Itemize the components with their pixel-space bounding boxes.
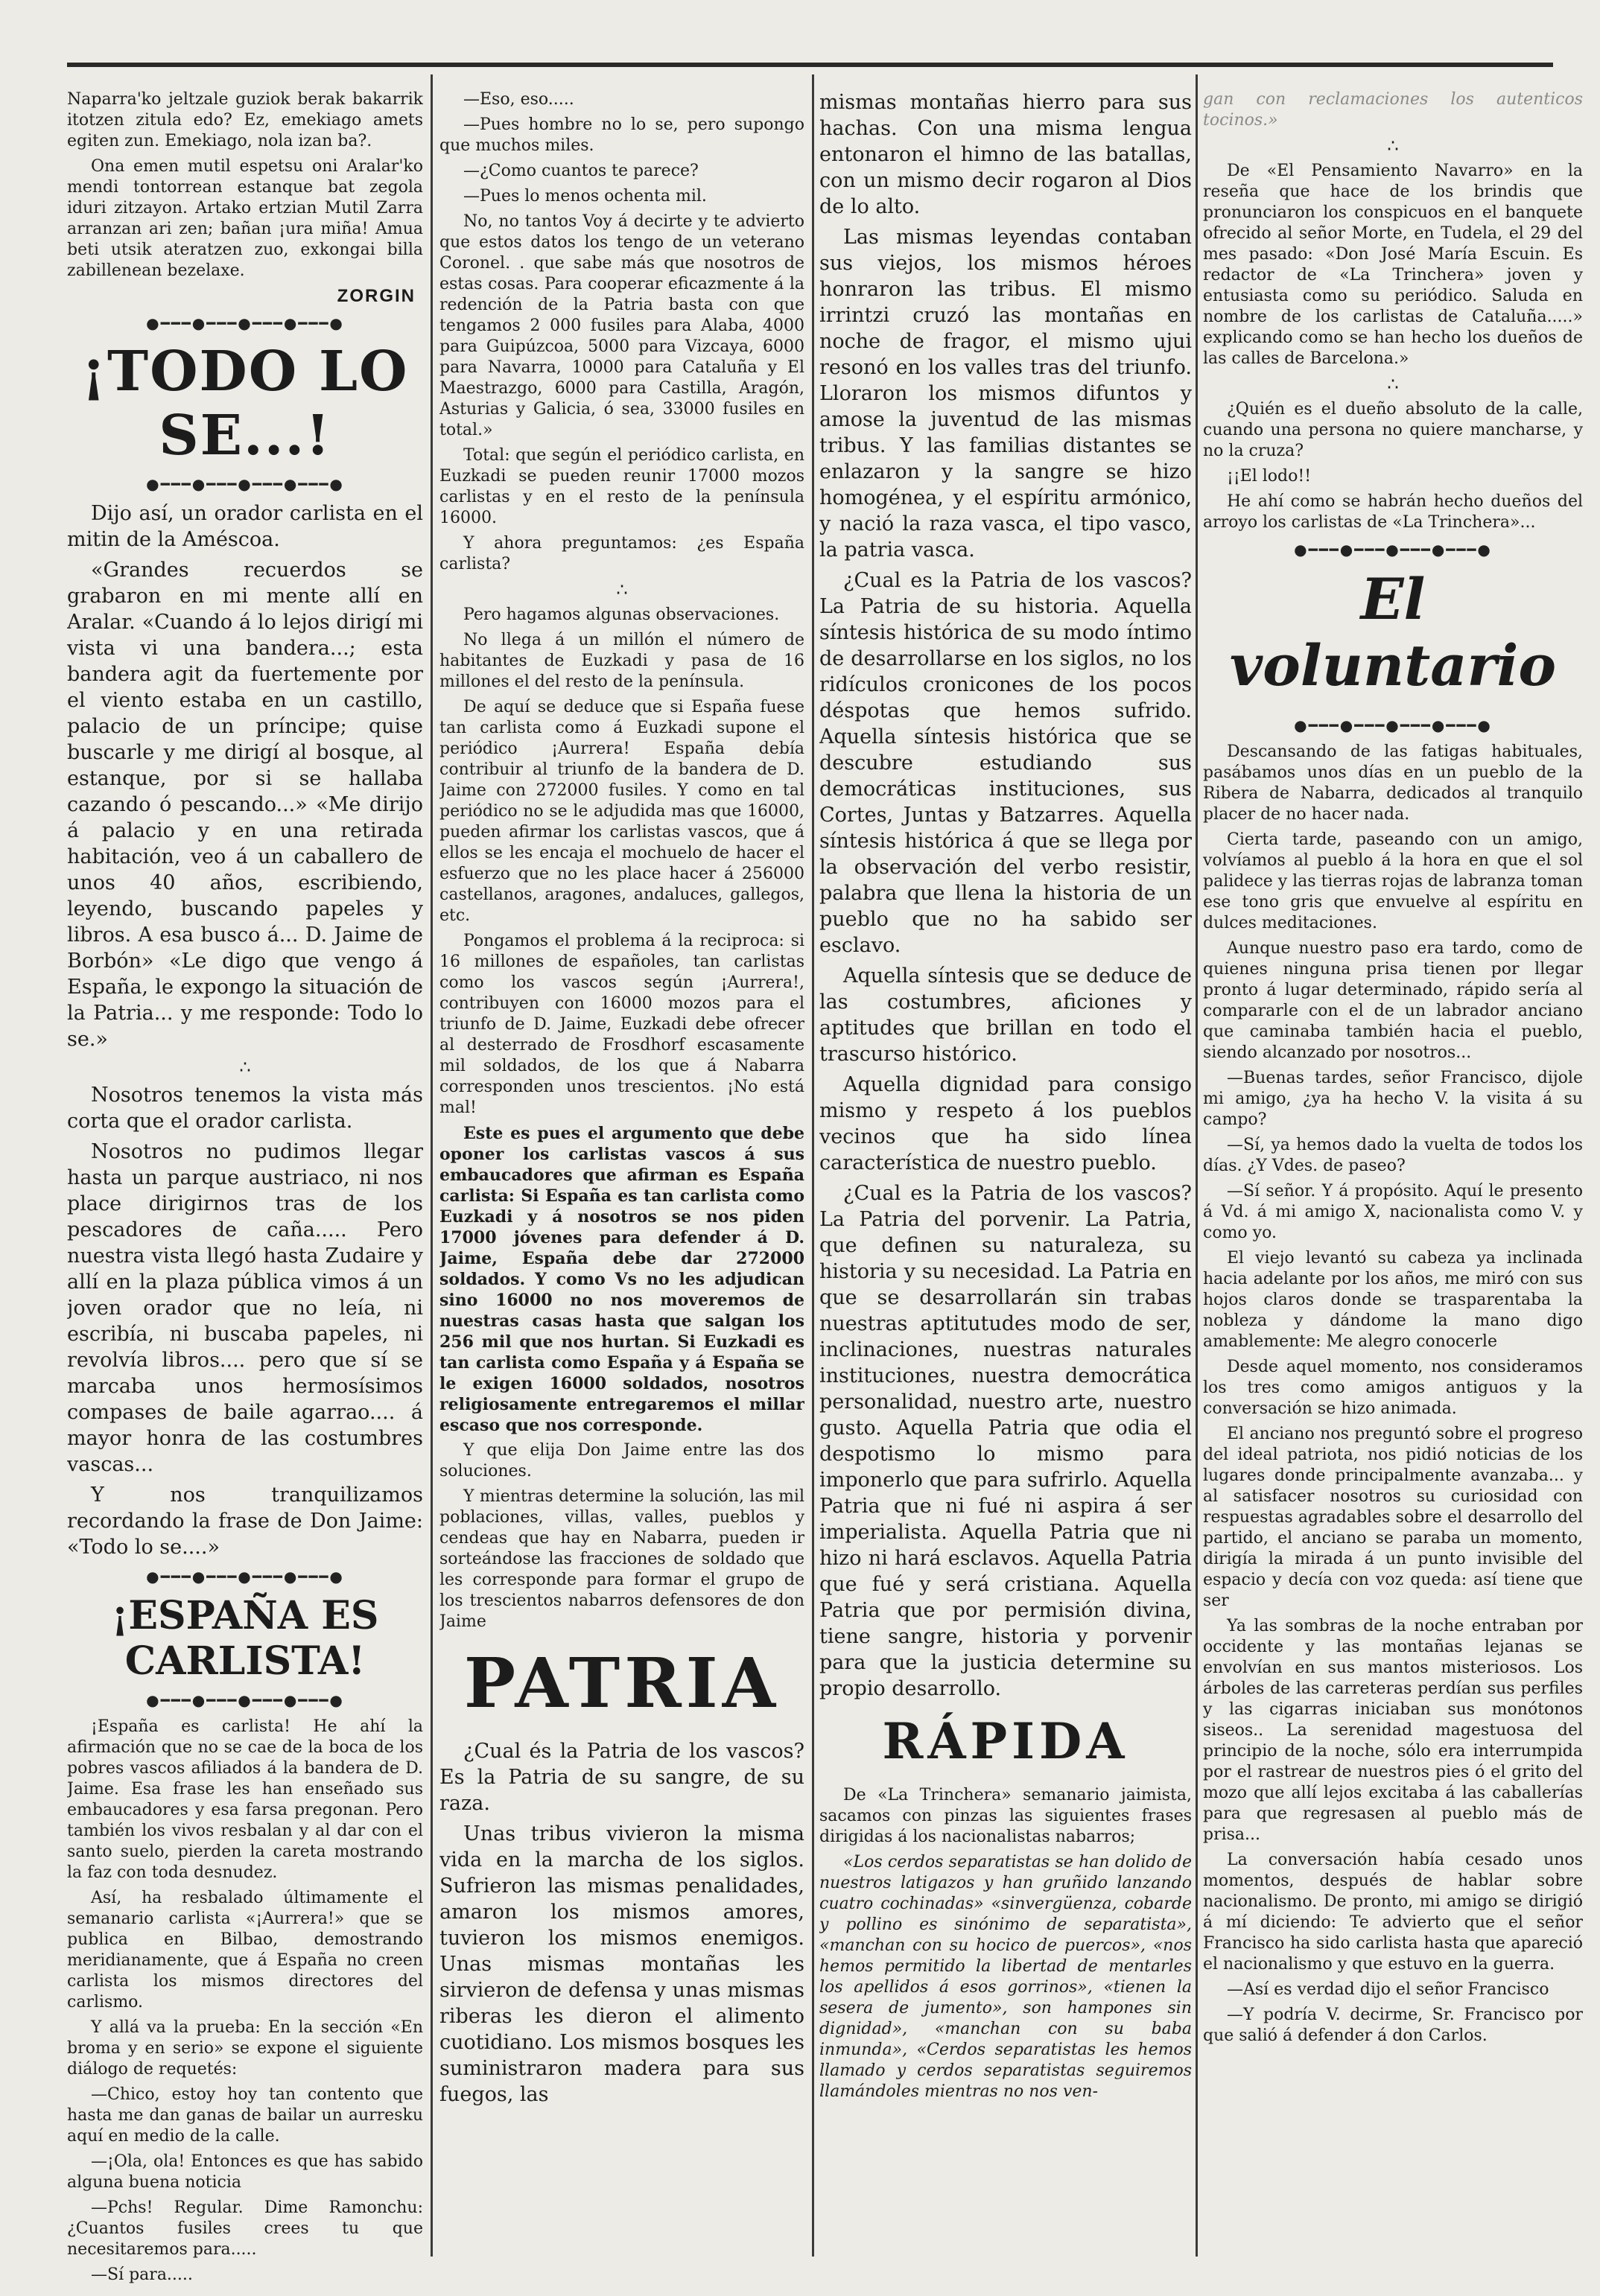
article-paragraph: Y ahora preguntamos: ¿es España carlista? [439,534,804,573]
article-paragraph: Así, ha resbalado últimamente el semanario carlista «¡Aurrera!» que se publica en Bilbao, demostrando meridianamente, que á España no creen carlista los mismos directores del carlismo. [67,1889,423,2012]
article-paragraph: —¿Como cuantos te parece? [463,162,699,180]
column-divider-1 [431,74,433,2257]
quoted-paragraph: «Los cerdos separatistas se han dolido de nuestros latigazos y han gruñido lanzando cuatro cochinadas» «sinvergüenza, cobarde y pollino es sinónimo de separatista», «manchan con su hocico de puercos», «nos hemos permitido la libertad de mentarles los apellidos á esos gorrinos», «tienen la sesera de jumento», son hampones sin dignidad», «manchan con su baba inmunda», «Cerdos separatistas les hemos llamado y cerdos separatistas seguiremos llamándoles mientras no nos ven- [819,1853,1192,2101]
article-paragraph: De «La Trinchera» semanario jaimista, sacamos con pinzas las siguientes frases dirigidas á los nacionalistas nabarros; [819,1786,1192,1846]
article-paragraph: Dijo así, un orador carlista en el mitin de la Améscoa. [67,502,423,551]
article-paragraph: Pongamos el problema á la reciproca: si 16 millones de españoles, tan carlistas como los vascos según ¡Aurrera!, contribuyen con 16000 mozos para el triunfo de D. Jaime, Euzkadi debe ofrecer al desterrado de Frosdhorf escasamente mil soldados, de los que á Nabarra corresponden unos trescientos. ¡No está mal! [439,932,804,1117]
article-paragraph: Aunque nuestro paso era tardo, como de quienes ninguna prisa tienen por llegar pronto á lugar determinado, rápido sería al compararle con el de un labrador anciano que caminaba también hacia el pueblo, siendo alcanzado por nosotros... [1203,939,1583,1062]
column-divider-3 [1196,74,1198,2257]
headline-rapida: RÁPIDA [882,1712,1129,1770]
basque-paragraph: Naparra'ko jeltzale guziok berak bakarrik itotzen zitula edo? Ez, emekiago amets egiten zun. Emekiago, nola izan ba?. [67,90,423,150]
ornament-divider: ●━━━●━━━●━━━●━━━● [146,314,344,332]
column-4 [1203,89,1583,2051]
ornament-divider: ●━━━●━━━●━━━●━━━● [146,1691,344,1709]
basque-paragraph-2: Ona emen mutil espetsu oni Aralar'ko mendi tontorrean estanque bat zegola iduri zitzayon. Artako ertzian Mutil Zarra arranzan ari zen; bañan ¡ura miña! Amua beti utsik ateratzen zuo, exkongai billa zabillenean bezelaxe. [67,157,423,280]
section-dots: ∴ [1387,374,1399,395]
article-paragraph: El anciano nos preguntó sobre el progreso del ideal patriota, nos pidió noticias de los lugares donde principalmente avanzaba... y al satisfacer nosotros su curiosidad con respuestas agradables sobre el desarrollo del partido, el anciano se paraba un momento, dirigía la mirada á un punto invisible del espacio y decía con voz queda: así tiene que ser [1203,1425,1583,1610]
article-paragraph: —Y podría V. decirme, Sr. Francisco por que salió á defender á don Carlos. [1203,2006,1583,2045]
article-paragraph: ¿Quién es el dueño absoluto de la calle, cuando una persona no quiere mancharse, y no la cruza? [1203,400,1583,460]
column-1 [67,89,423,2290]
article-paragraph: —Sí, ya hemos dado la vuelta de todos los días. ¿Y Vdes. de paseo? [1203,1136,1583,1175]
article-paragraph: Y nos tranquilizamos recordando la frase de Don Jaime: «Todo lo se....» [67,1484,423,1559]
section-dots: ∴ [1387,136,1399,156]
article-paragraph: Las mismas leyendas contaban sus viejos, los mismos héroes honraron las tribus. El mismo irrintzi cruzó las montañas en noche de fragor, el mismo ujui resonó en los valles tras del triunfo. Lloraron los mismos difuntos y amose la juventud de las mismas tribus. Y las familias distantes se enlazaron y la sangre se hizo homogénea, y el espíritu armónico, y nació la raza vasca, el tipo vasco, la patria vasca. [819,226,1192,562]
article-paragraph: He ahí como se habrán hecho dueños del arroyo los carlistas de «La Trinchera»... [1203,492,1583,532]
section-dots: ∴ [239,1057,251,1078]
article-paragraph: —¡Ola, ola! Entonces es que has sabido alguna buena noticia [67,2152,423,2192]
article-paragraph: —Sí señor. Y á propósito. Aquí le presento á Vd. á mi amigo X, nacionalista como V. y como yo. [1203,1182,1583,1242]
headline-todo-lo-se: ¡TODO LO SE...! [81,340,409,468]
article-paragraph: «Grandes recuerdos se grabaron en mi mente allí en Aralar. «Cuando á lo lejos dirigí mi vista vi una bandera...; esta bandera agit da fuertemente por el viento estaba en un castillo, palacio de un príncipe; quise buscarle y me dirigí al bosque, al estanque, por si se hallaba cazando ó pescando...» «Me dirijo á palacio y en una retirada habitación, veo á un caballero de unos 40 años, escribiendo, leyendo, buscando papeles y libros. A esa busco á... D. Jaime de Borbón» «Le digo que vengo á España, le expongo la situación de la Patria... y me responde: Todo lo se.» [67,559,423,1051]
article-paragraph: ¡España es carlista! He ahí la afirmación que no se cae de la boca de los pobres vascos afiliados á la bandera de D. Jaime. Esa frase les han enseñado sus embaucadores y esa farsa pregonan. Pero también los vivos resbalan y al dar con el santo suelo, pierden la careta mostrando la faz con toda desnudez. [67,1717,423,1882]
top-rule [67,63,1553,67]
article-paragraph: El viejo levantó su cabeza ya inclinada hacia adelante por los años, me miró con sus hojos claros donde se trasparentaba la nobleza y dándome la mano digo amablemente: Me alegro conocerle [1203,1249,1583,1351]
article-paragraph: Cierta tarde, paseando con un amigo, volvíamos al pueblo á la hora en que el sol palidece y las tierras rojas de labranza toman ese tono gris que envuelve al espíritu en dulces meditaciones. [1203,830,1583,932]
headline-patria: PATRIA [463,1643,781,1723]
article-paragraph: Pero hagamos algunas observaciones. [463,605,780,624]
article-paragraph: Y allá va la prueba: En la sección «En broma y en serio» se expone el siguiente diálogo de requetés: [67,2018,423,2079]
article-paragraph: Desde aquel momento, nos consideramos los tres como amigos antiguos y la conversación se hizo animada. [1203,1358,1583,1418]
ornament-divider: ●━━━●━━━●━━━●━━━● [1294,541,1492,559]
article-paragraph: Nosotros no pudimos llegar hasta un parque austriaco, ni nos place dirigirnos tras de los pescadores de caña..... Pero nuestra vista llegó hasta Zudaire y allí en la plaza pública vimos á un joven orador que no leía, ni escribía, ni buscaba papeles, ni revolvía libros.... pero que sí se marcaba unos hermosísimos compases de baile agarrao.... á mayor honra de las costumbres vascas... [67,1140,423,1476]
article-paragraph: No llega á un millón el número de habitantes de Euzkadi y pasa de 16 millones el del resto de la península. [439,631,804,691]
article-paragraph: Y que elija Don Jaime entre las dos soluciones. [439,1441,804,1481]
column-divider-2 [812,74,814,2257]
article-paragraph: —Pues hombre no lo se, pero supongo que muchos miles. [439,115,804,155]
top-fragment: gan con reclamaciones los autenticos tocinos.» [1203,90,1583,130]
column-3 [819,89,1192,2107]
ornament-divider: ●━━━●━━━●━━━●━━━● [146,475,344,493]
column-2 [439,89,804,2112]
article-paragraph: Ya las sombras de la noche entraban por occidente y las montañas lejanas se envolvían en sus mantos misteriosos. Los árboles de las carreteras perdían sus perfiles y las cigarras iniciaban sus monótonos siseos.. La serenidad magestuosa del principio de la noche, sólo era interrumpida por el rastrear de nuestros pies ó el grito del mozo que allí lejos excitaba á las caballerías para que regresasen al pueblo más de prisa... [1203,1617,1583,1844]
article-paragraph: Total: que según el periódico carlista, en Euzkadi se pueden reunir 17000 mozos carlistas y en el resto de la península 16000. [439,446,804,527]
article-paragraph: ¿Cual és la Patria de los vascos? Es la Patria de su sangre, de su raza. [439,1740,804,1815]
article-paragraph: De «El Pensamiento Navarro» en la reseña que hace de los brindis que pronunciaron los conspicuos en el banquete ofrecido al señor Morte, en Tudela, el 29 del mes pasado: «Don José María Escuin. Es redactor de «La Trinchera» joven y entusiasta como su periódico. Saluda en nombre de los carlistas de Cataluña.....» explicando como se han hecho los dueños de las calles de Barcelona.» [1203,162,1583,368]
headline-el-voluntario: El voluntario [1229,566,1557,699]
article-paragraph: —Chico, estoy hoy tan contento que hasta me dan ganas de bailar un aurresku aquí en medio de la calle. [67,2085,423,2146]
article-paragraph: Descansando de las fatigas habituales, pasábamos unos días en un pueblo de la Ribera de Nabarra, dedicados al tranquilo placer de no hacer nada. [1203,742,1583,824]
article-paragraph: —Pues lo menos ochenta mil. [463,187,707,206]
article-paragraph: Aquella síntesis que se deduce de las costumbres, aficiones y aptitudes que brillan en todo el trascurso histórico. [819,964,1192,1066]
article-paragraph: Unas tribus vivieron la misma vida en la marcha de los siglos. Sufrieron las mismas penalidades, amaron los mismos amores, tuvieron los mismos enemigos. Unas mismas montañas les sirvieron de defensa y unas mismas riberas les dieron el alimento cuotidiano. Los mismos bosques les suministraron madera para sus fuegos, las [439,1822,804,2106]
article-paragraph: —Sí para..... [91,2265,193,2284]
article-paragraph: —Buenas tardes, señor Francisco, dijole mi amigo, ¿ya ha hecho V. la visita á su campo? [1203,1069,1583,1129]
article-paragraph: Aquella dignidad para consigo mismo y respeto á los pueblos vecinos que ha sido línea característica de nuestro pueblo. [819,1073,1192,1174]
signature: ZORGIN [337,286,416,306]
article-paragraph: ¿Cual es la Patria de los vascos? La Patria de su historia. Aquella síntesis histórica de su modo íntimo de desarrollarse en los siglos, no los ridículos cronicones de los pocos déspotas que hemos sufrido. Aquella síntesis histórica que se descubre estudiando sus democráticas instituciones, sus Cortes, Juntas y Batzarres. Aquella síntesis histórica á que se llega por la observación del verbo resistir, palabra que llena la historia de un pueblo que no ha sabido ser esclavo. [819,569,1192,957]
article-paragraph: —Así es verdad dijo el señor Francisco [1227,1980,1549,1999]
article-paragraph: mismas montañas hierro para sus hachas. Con una misma lengua entonaron el himno de las batallas, con un mismo decir rogaron al Dios de lo alto. [819,91,1192,218]
article-paragraph: De aquí se deduce que si España fuese tan carlista como á Euzkadi supone el periódico ¡Aurrera! España debía contribuir al triunfo de la bandera de D. Jaime con 272000 fusiles. Y como en tal periódico no se le adjudida mas que 16000, pueden afirmar los carlistas vascos, que á ellos se les encaja el mochuelo de hacer el esfuerzo que no les place hacer á 256000 castellanos, aragones, andaluces, gallegos, etc. [439,698,804,925]
ornament-divider: ●━━━●━━━●━━━●━━━● [1294,716,1492,734]
article-paragraph: —Eso, eso..... [463,90,574,109]
article-paragraph: Este es pues el argumento que debe oponer los carlistas vascos á sus embaucadores que afirman es España carlista: Si España es tan carlista como Euzkadi y á nosotros se nos piden 17000 jóvenes para defender á D. Jaime, España debe dar 272000 soldados. Y como Vs no les adjudican sino 16000 no nos moveremos de nuestras casas hasta que salgan los 256 mil que nos hurtan. Si Euzkadi es tan carlista como España y á España se le exigen 16000 soldados, nosotros religiosamente entregaremos el millar escaso que nos corresponde. [439,1124,804,1435]
article-paragraph: ¿Cual es la Patria de los vascos? La Patria del porvenir. La Patria, que definen su naturaleza, su historia y su necesidad. La Patria en que se desarrollarán sin trabas nuestras aptitutudes modo de ser, inclinaciones, nuestras naturales instituciones, nuestra democrática personalidad, nuestro arte, nuestro gusto. Aquella Patria que odia el despotismo lo mismo para imponerlo que para sufrirlo. Aquella Patria que ni fué ni aspira á ser imperialista. Aquella Patria que ni hizo ni hará esclavos. Aquella Patria que fué y será cristiana. Aquella Patria que por permisión divina, tiene sangre, historia y porvenir para que la justicia determine su propio desarrollo. [819,1182,1192,1700]
article-paragraph: La conversación había cesado unos momentos, después de hablar sobre nacionalismo. De pronto, mi amigo se dirigió á mí diciendo: Te advierto que el señor Francisco ha sido carlista hasta que apareció el nacionalismo y que estuvo en la guerra. [1203,1851,1583,1974]
ornament-divider: ●━━━●━━━●━━━●━━━● [146,1568,344,1586]
section-dots: ∴ [616,579,628,600]
article-paragraph: ¡¡El lodo!! [1227,467,1312,486]
article-paragraph: Nosotros tenemos la vista más corta que el orador carlista. [67,1084,423,1133]
article-paragraph: —Pchs! Regular. Dime Ramonchu: ¿Cuantos fusiles crees tu que necesitaremos para..... [67,2198,423,2259]
article-paragraph: No, no tantos Voy á decirte y te advierto que estos datos los tengo de un veterano Coronel. . que sabe más que nosotros de estas cosas. Para cooperar eficazmente á la redención de la Patria basta con que tengamos 2 000 fusiles para Alaba, 4000 para Guipúzcoa, 5000 para Vizcaya, 6000 para Navarra, 10000 para Cataluña y El Maestrazgo, 6000 para Castilla, Aragón, Asturias y Galicia, ó sea, 33000 fusiles en total.» [439,212,804,439]
headline-espana-es-carlista: ¡ESPAÑA ES CARLISTA! [111,1593,379,1684]
article-paragraph: Y mientras determine la solución, las mil poblaciones, villas, valles, pueblos y cendeas que hay en Nabarra, pueden ir sorteándose las fracciones de soldado que les corresponde para formar el grupo de los trescientos nabarros defensores de don Jaime [439,1487,804,1631]
